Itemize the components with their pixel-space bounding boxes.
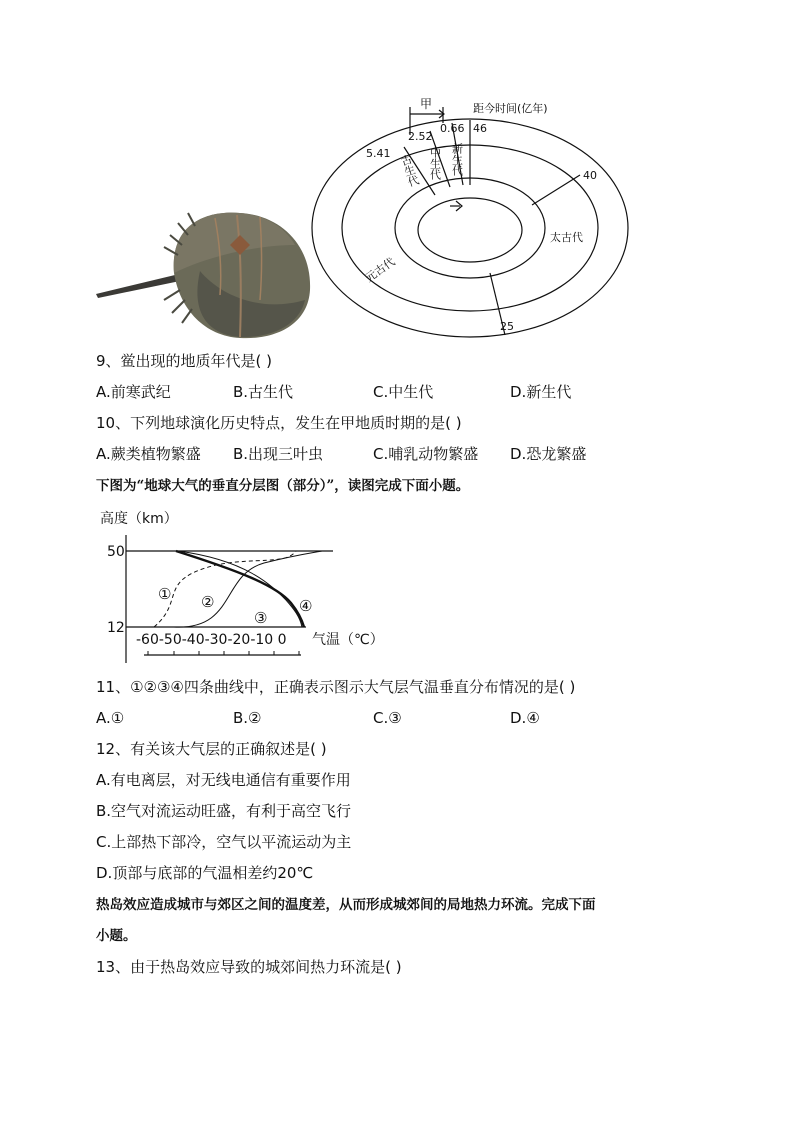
tick-2-52: 2.52 [408, 130, 433, 143]
tick-0-66: 0.66 [440, 122, 465, 135]
q11-option-c[interactable]: C.③ [373, 709, 402, 727]
horseshoe-crab-image [96, 213, 310, 339]
question-11: 11、①②③④四条曲线中，正确表示图示大气层气温垂直分布情况的是( ) [96, 678, 576, 696]
curve-3 [178, 551, 302, 627]
time-axis-label: 距今时间(亿年) [473, 102, 548, 115]
era-xin: 新生代 [450, 143, 464, 176]
q12-option-a[interactable]: A.有电离层，对无线电通信有重要作用 [96, 771, 351, 789]
era-gu: 古生代 [398, 152, 421, 189]
curve-label-3: ③ [254, 609, 268, 627]
chart-ylabel: 高度（km） [100, 511, 178, 527]
q9-option-a[interactable]: A.前寒武纪 [96, 383, 171, 401]
curve-label-4: ④ [299, 597, 313, 615]
tick-46: 46 [473, 122, 487, 135]
y-tick-50: 50 [107, 544, 125, 560]
question-10: 10、下列地球演化历史特点，发生在甲地质时期的是( ) [96, 414, 462, 432]
question-9: 9、鲎出现的地质年代是( ) [96, 352, 273, 370]
chart-xlabel: 气温（℃） [312, 632, 384, 648]
jia-label: 甲 [420, 97, 433, 111]
era-zhong: 中生代 [428, 147, 442, 180]
tick-5-41: 5.41 [366, 147, 391, 160]
q9-option-b[interactable]: B.古生代 [233, 383, 294, 401]
tick-25: 25 [500, 320, 514, 333]
q10-option-d[interactable]: D.恐龙繁盛 [510, 445, 587, 463]
intro-heat-island-line2: 小题。 [96, 928, 137, 944]
q12-option-d[interactable]: D.顶部与底部的气温相差约20℃ [96, 864, 314, 882]
q12-option-b[interactable]: B.空气对流运动旺盛，有利于高空飞行 [96, 802, 352, 820]
q9-option-d[interactable]: D.新生代 [510, 383, 572, 401]
curve-label-2: ② [201, 593, 215, 611]
q12-option-c[interactable]: C.上部热下部冷，空气以平流运动为主 [96, 833, 352, 851]
q9-option-c[interactable]: C.中生代 [373, 383, 434, 401]
era-tai: 太古代 [550, 231, 583, 244]
q10-option-a[interactable]: A.蕨类植物繁盛 [96, 445, 201, 463]
curve-label-1: ① [158, 585, 172, 603]
q10-option-c[interactable]: C.哺乳动物繁盛 [373, 445, 479, 463]
curve-4 [176, 551, 304, 627]
x-tick-labels: -60-50-40-30-20-10 0 [136, 632, 287, 648]
question-13: 13、由于热岛效应导致的城郊间热力环流是( ) [96, 958, 402, 976]
intro-heat-island-line1: 热岛效应造成城市与郊区之间的温度差，从而形成城郊间的局地热力环流。完成下面 [96, 897, 596, 913]
tick-40: 40 [583, 169, 597, 182]
geologic-clock [312, 107, 628, 337]
q11-option-b[interactable]: B.② [233, 709, 262, 727]
intro-atmosphere: 下图为“地球大气的垂直分层图（部分）”，读图完成下面小题。 [96, 478, 470, 494]
q10-option-b[interactable]: B.出现三叶虫 [233, 445, 324, 463]
question-12: 12、有关该大气层的正确叙述是( ) [96, 740, 327, 758]
atmosphere-chart [96, 505, 406, 667]
era-yuan: 元古代 [362, 255, 398, 285]
y-tick-12: 12 [107, 620, 125, 636]
q11-option-a[interactable]: A.① [96, 709, 125, 727]
q11-option-d[interactable]: D.④ [510, 709, 540, 727]
figure-geologic-time [90, 95, 650, 345]
